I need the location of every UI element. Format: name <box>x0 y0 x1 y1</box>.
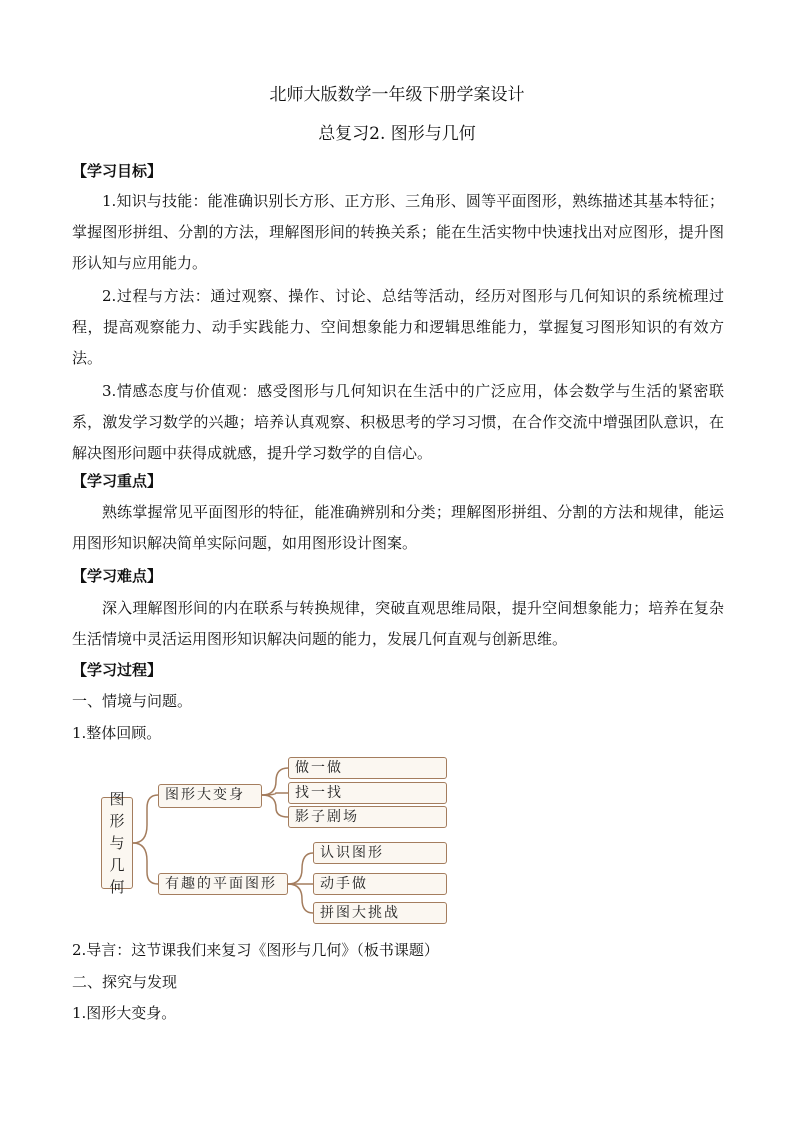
objective-attitude: 3.情感态度与价值观：感受图形与几何知识在生活中的广泛应用，体会数学与生活的紧密联系，激发学习数学的兴趣；培养认真观察、积极思考的学习习惯，在合作交流中增强团队意识，在解决图形问题中获得成就感，提升学习数学的自信心。 <box>72 382 724 462</box>
document-title: 北师大版数学一年级下册学案设计 <box>269 85 525 105</box>
mind-map-root <box>101 790 133 896</box>
branch-plane-shapes: 有趣的平面图形 <box>158 873 288 895</box>
difficulties-heading: 【学习难点】 <box>72 567 163 585</box>
root-char: 与 <box>109 834 125 852</box>
root-char: 几 <box>109 856 125 874</box>
leaf-find-it: 找一找 <box>288 782 447 804</box>
difficulties-text: 深入理解图形间的内在联系与转换规律，突破直观思维局限，提升空间想象能力；培养在复杂生活情境中灵活运用图形知识解决问题的能力，发展几何直观与创新思维。 <box>72 599 724 648</box>
root-char: 何 <box>109 878 125 896</box>
leaf-puzzle-challenge: 拼图大挑战 <box>313 902 447 924</box>
lesson-title: 总复习2. 图形与几何 <box>318 124 476 144</box>
step-overview: 1.整体回顾。 <box>72 724 162 742</box>
leaf-shadow-theater: 影子剧场 <box>288 806 447 828</box>
root-char: 图 <box>109 790 125 808</box>
branch-shape-transform: 图形大变身 <box>158 784 262 808</box>
key-points-heading: 【学习重点】 <box>72 472 163 490</box>
objectives-heading: 【学习目标】 <box>72 162 163 180</box>
step-intro: 2.导言：这节课我们来复习《图形与几何》（板书课题） <box>72 941 439 959</box>
section-situation: 一、情境与问题。 <box>72 692 193 710</box>
leaf-do-it: 做一做 <box>288 757 447 779</box>
step-shape-transform: 1.图形大变身。 <box>72 1004 177 1022</box>
process-heading: 【学习过程】 <box>72 661 163 679</box>
objective-process: 2.过程与方法：通过观察、操作、讨论、总结等活动，经历对图形与几何知识的系统梳理过程，提高观察能力、动手实践能力、空间想象能力和逻辑思维能力，掌握复习图形知识的有效方法。 <box>72 287 724 367</box>
objective-knowledge: 1.知识与技能：能准确识别长方形、正方形、三角形、圆等平面图形，熟练描述其基本特征；掌握图形拼组、分割的方法，理解图形间的转换关系；能在生活实物中快速找出对应图形，提升图形认知与应用能力。 <box>72 192 724 272</box>
leaf-know-shapes: 认识图形 <box>313 842 447 864</box>
root-char: 形 <box>109 812 125 830</box>
key-points-text: 熟练掌握常见平面图形的特征，能准确辨别和分类；理解图形拼组、分割的方法和规律，能运用图形知识解决简单实际问题，如用图形设计图案。 <box>72 503 724 552</box>
leaf-hands-on: 动手做 <box>313 873 447 895</box>
section-explore: 二、探究与发现 <box>72 973 178 991</box>
